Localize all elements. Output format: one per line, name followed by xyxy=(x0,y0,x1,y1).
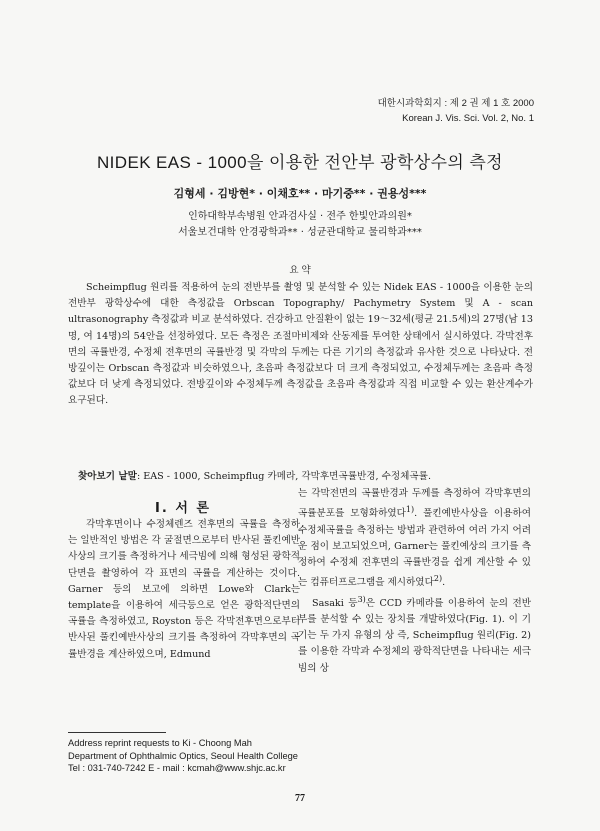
journal-citation-korean: 대한시과학회지 : 제 2 권 제 1 호 2000 xyxy=(377,98,534,109)
keywords-label: 찾아보기 낱말 xyxy=(78,471,137,482)
citation-ref: 1) xyxy=(405,505,415,515)
keywords xyxy=(78,468,538,482)
text-run: 은 CCD 카메라를 이용하여 눈의 전반부를 분석할 수 있는 장치를 개발하였다(Fig. 1). 이 기기는 두 가지 유형의 상 즉, Scheimpflug 원리(Fig. 2)를 이용한 각막과 수정체의 광학적단면을 나타내는 세극빔의 상 xyxy=(298,597,531,674)
journal-citation-english: Korean J. Vis. Sci. Vol. 2, No. 1 xyxy=(402,113,534,124)
text-run: 는 각막전면의 곡률반경과 두께를 측정하여 각막후면의 곡률분포를 모형화하였다 xyxy=(298,488,531,520)
footnote xyxy=(68,737,298,775)
right-column-text xyxy=(298,486,531,677)
abstract-heading: 요 약 xyxy=(289,265,311,276)
footnote-line-2: Department of Ophthalmic Optics, Seoul Health College xyxy=(68,750,298,761)
abstract-body xyxy=(68,280,533,410)
affiliation-line-2: 서울보건대학 안경광학과** · 성균관대학교 물리학과*** xyxy=(178,227,422,238)
citation-ref: 3) xyxy=(357,594,366,604)
keywords-text: : EAS - 1000, Scheimpflug 카메라, 각막후면곡률반경, 수정체곡률. xyxy=(136,471,431,482)
section-heading-introduction: I. 서 론 xyxy=(155,501,211,516)
affiliation-line-1: 인하대학부속병원 안과검사실 · 전주 한빛안과의원* xyxy=(188,211,412,222)
intro-paragraph-1-continued xyxy=(298,486,531,592)
footnote-divider xyxy=(68,732,166,733)
text-run: Sasaki 등 xyxy=(312,597,358,609)
journal-header xyxy=(378,96,534,126)
author-list: 김형세 · 김방현* · 이채호** · 마기중** · 권용성*** xyxy=(173,187,427,200)
paper-title: NIDEK EAS - 1000을 이용한 전안부 광학상수의 측정 xyxy=(96,153,504,172)
intro-paragraph-2 xyxy=(298,592,531,677)
text-run: . 풀킨예반사상을 이용하여 수정체곡률을 측정하는 방법과 관련하여 여러 가지 어려운 점이 보고되었으며, Garner는 풀킨예상의 크기를 측정하여 수정체 전후면의 곡률반경을 쉽게 계산할 수 있는 컴퓨터프로그램을 제시하였다 xyxy=(298,508,531,589)
text-run: . xyxy=(442,577,446,589)
abstract-text: Scheimpflug 원리를 적용하여 눈의 전반부를 촬영 및 분석할 수 있는 Nidek EAS - 1000을 이용한 눈의 전반부 광학상수에 대한 측정값을 Orbscan Topography/ Pachymetry System 및 A - scan ultrasonography 측정값과 비교 분석하였다. 건강하고 안질환이 없는 19～32세(평균 21.5세)의 27명(남 13명, 여 14명)의 54안을 선정하였다. 모든 측정은 조절마비제와 산동제를 투여한 상태에서 실시하였다. 각막전후면의 곡률반경, 수정체 전후면의 곡률반경 및 각막의 두께는 다른 기기의 측정값과 유사한 것으로 나타났다. 전방깊이는 Orbscan 측정값과 비슷하였으나, 초음파 측정값보다 더 크게 측정되었고, 수정체두께는 초음파 측정값보다 더 낮게 측정되었다. 전방깊이와 수정체두께 측정값을 초음파 측정값과 직접 비교할 수 있는 환산계수가 요구된다. xyxy=(68,282,533,407)
page-number: 77 xyxy=(295,793,305,804)
footnote-line-1: Address reprint requests to Ki - Choong Mah xyxy=(68,738,252,748)
left-column-text xyxy=(68,517,300,663)
footnote-line-3: Tel : 031-740-7242 E - mail : kcmah@www.shjc.ac.kr xyxy=(68,763,286,773)
intro-paragraph-1: 각막후면이나 수정체렌즈 전후면의 곡률을 측정하는 일반적인 방법은 각 굴절면으로부터 반사된 풀킨예반사상의 크기를 측정하거나 세극빔에 의해 형성된 광학적단면을 촬영하여 각 표면의 곡률을 계산하는 것이다. Garner 등의 보고에 의하면 Lowe와 Clark는 template을 이용하여 세극등으로 얻은 광학적단면의 곡률을 측정하였고, Royston 등은 각막전후면으로부터 반사된 풀킨예반사상의 크기를 측정하여 각막후면의 곡률반경을 계산하였으며, Edmund xyxy=(68,519,300,660)
citation-ref: 2) xyxy=(433,574,443,584)
